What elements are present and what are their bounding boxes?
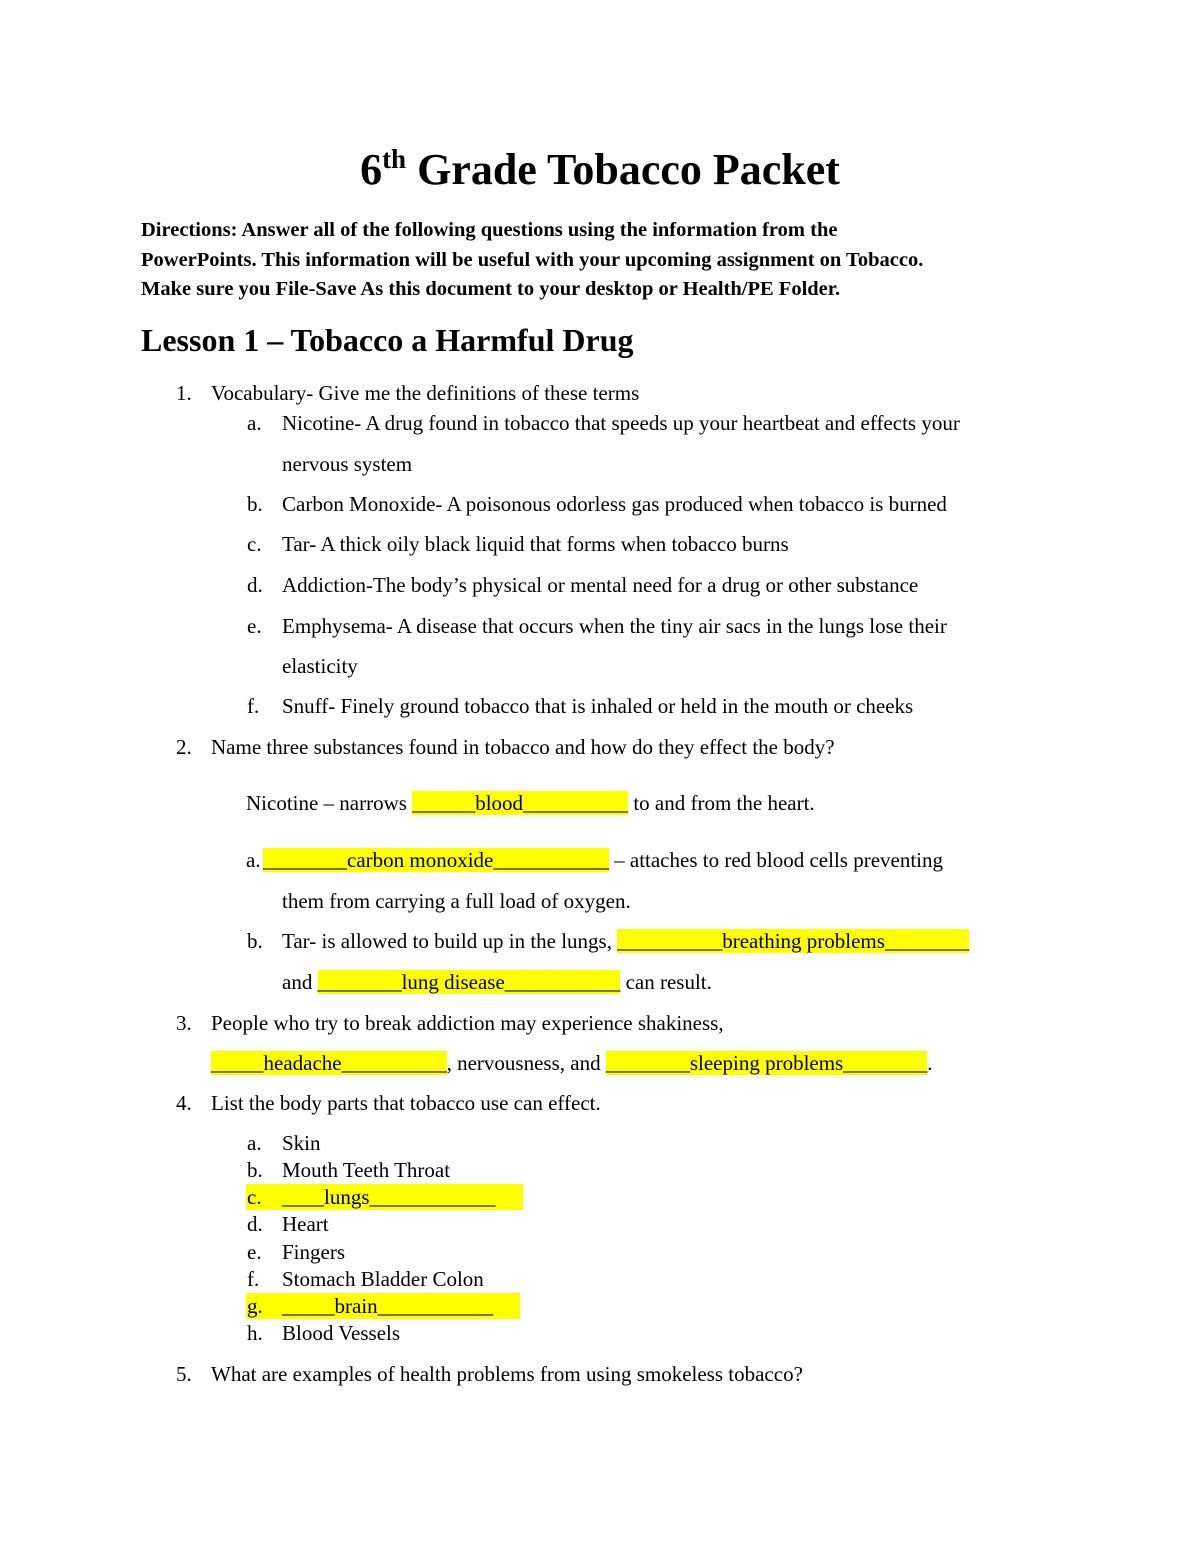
item-letter: a.	[247, 411, 262, 435]
body-part-item: Blood Vessels	[282, 1321, 401, 1345]
answer-blank-breathing-problems[interactable]: __________breathing problems________	[617, 929, 969, 953]
title-superscript: th	[382, 144, 407, 174]
sentence-text: – attaches to red blood cells preventing	[608, 848, 944, 872]
directions-line: Directions: Answer all of the following questions using the information from the	[141, 219, 838, 241]
sentence-text: Tar- is allowed to build up in the lungs,	[282, 929, 618, 953]
body-part-item: Fingers	[282, 1240, 345, 1264]
item-letter: e.	[247, 614, 262, 638]
answer-blank-sleeping-problems[interactable]: ________sleeping problems________	[605, 1051, 928, 1075]
item-letter: d.	[247, 573, 263, 597]
tar-sentence-continued	[282, 969, 712, 995]
question-number: 5.	[176, 1362, 192, 1386]
answer-blank-lung-disease[interactable]: ________lung disease___________	[317, 970, 621, 994]
vocab-definition-continued: elasticity	[282, 654, 358, 678]
item-letter: c.	[247, 1185, 262, 1209]
sentence-text: , nervousness, and	[446, 1051, 606, 1075]
vocab-definition-carbon-monoxide: Carbon Monoxide- A poisonous odorless gas produced when tobacco is burned	[282, 492, 947, 516]
question-number: 2.	[176, 735, 192, 759]
sentence-continued: them from carrying a full load of oxygen.	[282, 889, 631, 913]
carbon-monoxide-sentence	[263, 847, 943, 873]
body-part-item: Heart	[282, 1212, 329, 1236]
item-letter: a.	[247, 1131, 262, 1155]
sentence-text: .	[927, 1051, 933, 1075]
answer-blank-blood[interactable]: ______blood__________	[412, 791, 629, 815]
answer-blank-brain[interactable]: _____brain___________	[282, 1294, 494, 1318]
directions-paragraph	[141, 216, 1061, 305]
item-letter: g.	[247, 1294, 263, 1318]
item-letter: b.	[247, 492, 263, 516]
body-part-item: Mouth Teeth Throat	[282, 1158, 451, 1182]
nicotine-sentence	[246, 790, 815, 816]
sentence-text: Nicotine – narrows	[246, 791, 413, 815]
directions-line: Make sure you File-Save As this document to your desktop or Health/PE Folder.	[141, 278, 841, 300]
vocab-definition-emphysema: Emphysema- A disease that occurs when the tiny air sacs in the lungs lose their	[282, 614, 947, 638]
item-letter: f.	[247, 1267, 260, 1291]
body-part-item: Skin	[282, 1131, 321, 1155]
question-number: 3.	[176, 1011, 192, 1035]
vocab-definition-addiction: Addiction-The body’s physical or mental need for a drug or other substance	[282, 573, 919, 597]
title-main-suffix: Grade Tobacco Packet	[406, 145, 840, 194]
directions-line: PowerPoints. This information will be useful with your upcoming assignment on Tobacco.	[141, 248, 924, 271]
answer-blank-carbon-monoxide[interactable]: ________carbon monoxide___________	[263, 848, 609, 872]
question-text: Vocabulary- Give me the definitions of these terms	[211, 381, 640, 405]
title-main-prefix: 6	[360, 145, 383, 194]
sentence-text: and	[282, 970, 318, 994]
item-letter: e.	[247, 1240, 262, 1264]
item-letter: b.	[247, 929, 263, 953]
item-letter: a.	[246, 848, 261, 872]
question-text: List the body parts that tobacco use can effect.	[211, 1091, 601, 1115]
sentence-text: can result.	[620, 970, 712, 994]
question-text: Name three substances found in tobacco and how do they effect the body?	[211, 735, 835, 759]
question-number: 1.	[176, 381, 192, 405]
question-text: What are examples of health problems from using smokeless tobacco?	[211, 1362, 803, 1386]
question-text: People who try to break addiction may experience shakiness,	[211, 1011, 724, 1035]
lesson-heading: Lesson 1 – Tobacco a Harmful Drug	[141, 322, 634, 358]
answer-blank-lungs[interactable]: ____lungs____________	[282, 1185, 496, 1209]
item-letter: b.	[247, 1158, 263, 1182]
vocab-definition-nicotine: Nicotine- A drug found in tobacco that speeds up your heartbeat and effects your	[282, 411, 960, 435]
tar-sentence	[282, 928, 969, 954]
vocab-definition-continued: nervous system	[282, 452, 413, 476]
item-letter: h.	[247, 1321, 263, 1345]
question-number: 4.	[176, 1091, 192, 1115]
page-title	[0, 140, 1200, 200]
item-letter: d.	[247, 1212, 263, 1236]
addiction-symptoms-sentence	[211, 1050, 932, 1076]
vocab-definition-snuff: Snuff- Finely ground tobacco that is inhaled or held in the mouth or cheeks	[282, 694, 914, 718]
vocab-definition-tar: Tar- A thick oily black liquid that forms when tobacco burns	[282, 532, 789, 556]
item-letter: f.	[247, 694, 260, 718]
sentence-text: to and from the heart.	[628, 791, 815, 815]
answer-blank-headache[interactable]: _____headache__________	[211, 1051, 447, 1075]
item-letter: c.	[247, 532, 262, 556]
body-part-item: Stomach Bladder Colon	[282, 1267, 484, 1291]
